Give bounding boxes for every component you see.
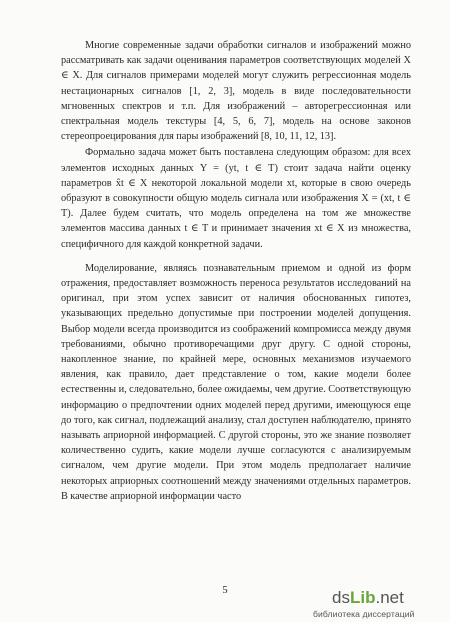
- paragraph-2: Формально задача может быть поставлена следующим образом: для всех элементов исходных данных Y = (yt, t ∈ T) стоит задача найти оценку параметров x̂t ∈ X некоторой локальной модели xt, которые в свою очередь образуют в совокупности общую модель сигнала или изображения X = (xt, t ∈ T). Далее будем считать, что модель определена на том же множестве элементов массива данных t ∈ T и принимает значения xt ∈ X из множества, специфичного для каждой конкретной задачи.: [61, 147, 411, 250]
- paragraph-gap: [61, 253, 411, 261]
- dslib-logo: [332, 588, 404, 608]
- logo-accent: Lib: [349, 588, 376, 607]
- body-text: [61, 38, 411, 505]
- paragraph-1: Многие современные задачи обработки сигналов и изображений можно рассматривать как задачи оценивания параметров соответствующих моделей X ∈ X. Для сигналов примерами моделей могут служить регрессионная модель нестационарных сигналов [1, 2, 3], модель в виде последовательности мгновенных спектров и т.п. Для изображений – авторегрессионная или спектральная модель текстуры [4, 5, 6, 7], модель на основе законов стереопроецирования для пары изображений [8, 10, 11, 12, 13].: [61, 40, 411, 143]
- logo-prefix: ds: [332, 588, 350, 607]
- watermark-subtitle: библиотека диссертаций: [313, 609, 415, 619]
- paragraph-3: Моделирование, являясь познавательным приемом и одной из форм отражения, предоставляет возможность переноса результатов исследований на оригинал, при этом успех зависит от наличия обоснованных гипотез, указывающих предельно допустимые при построении моделей допущения. Выбор модели всегда производится из соображений компромисса между двумя требованиями, обычно противоречащими друг другу. С одной стороны, накопленное знание, по крайней мере, основных механизмов изучаемого явления, как правило, дает представление о том, какие модели более естественны и, следовательно, более ожидаемы, чем другие. Соответствующую информацию о предпочтении одних моделей перед другими, имеющуюся еще до того, как сигнал, подлежащий анализу, стал доступен наблюдателю, принято называть априорной информацией. С другой стороны, это же знание позволяет количественно судить, какие модели лучше согласуются с анализируемым сигналом, чем другие модели. При этом модель предполагает наличие некоторых априорных соотношений между значениями отдельных параметров. В качестве априорной информации часто: [61, 262, 411, 502]
- page-number: 5: [222, 585, 228, 596]
- logo-suffix: .net: [375, 588, 404, 607]
